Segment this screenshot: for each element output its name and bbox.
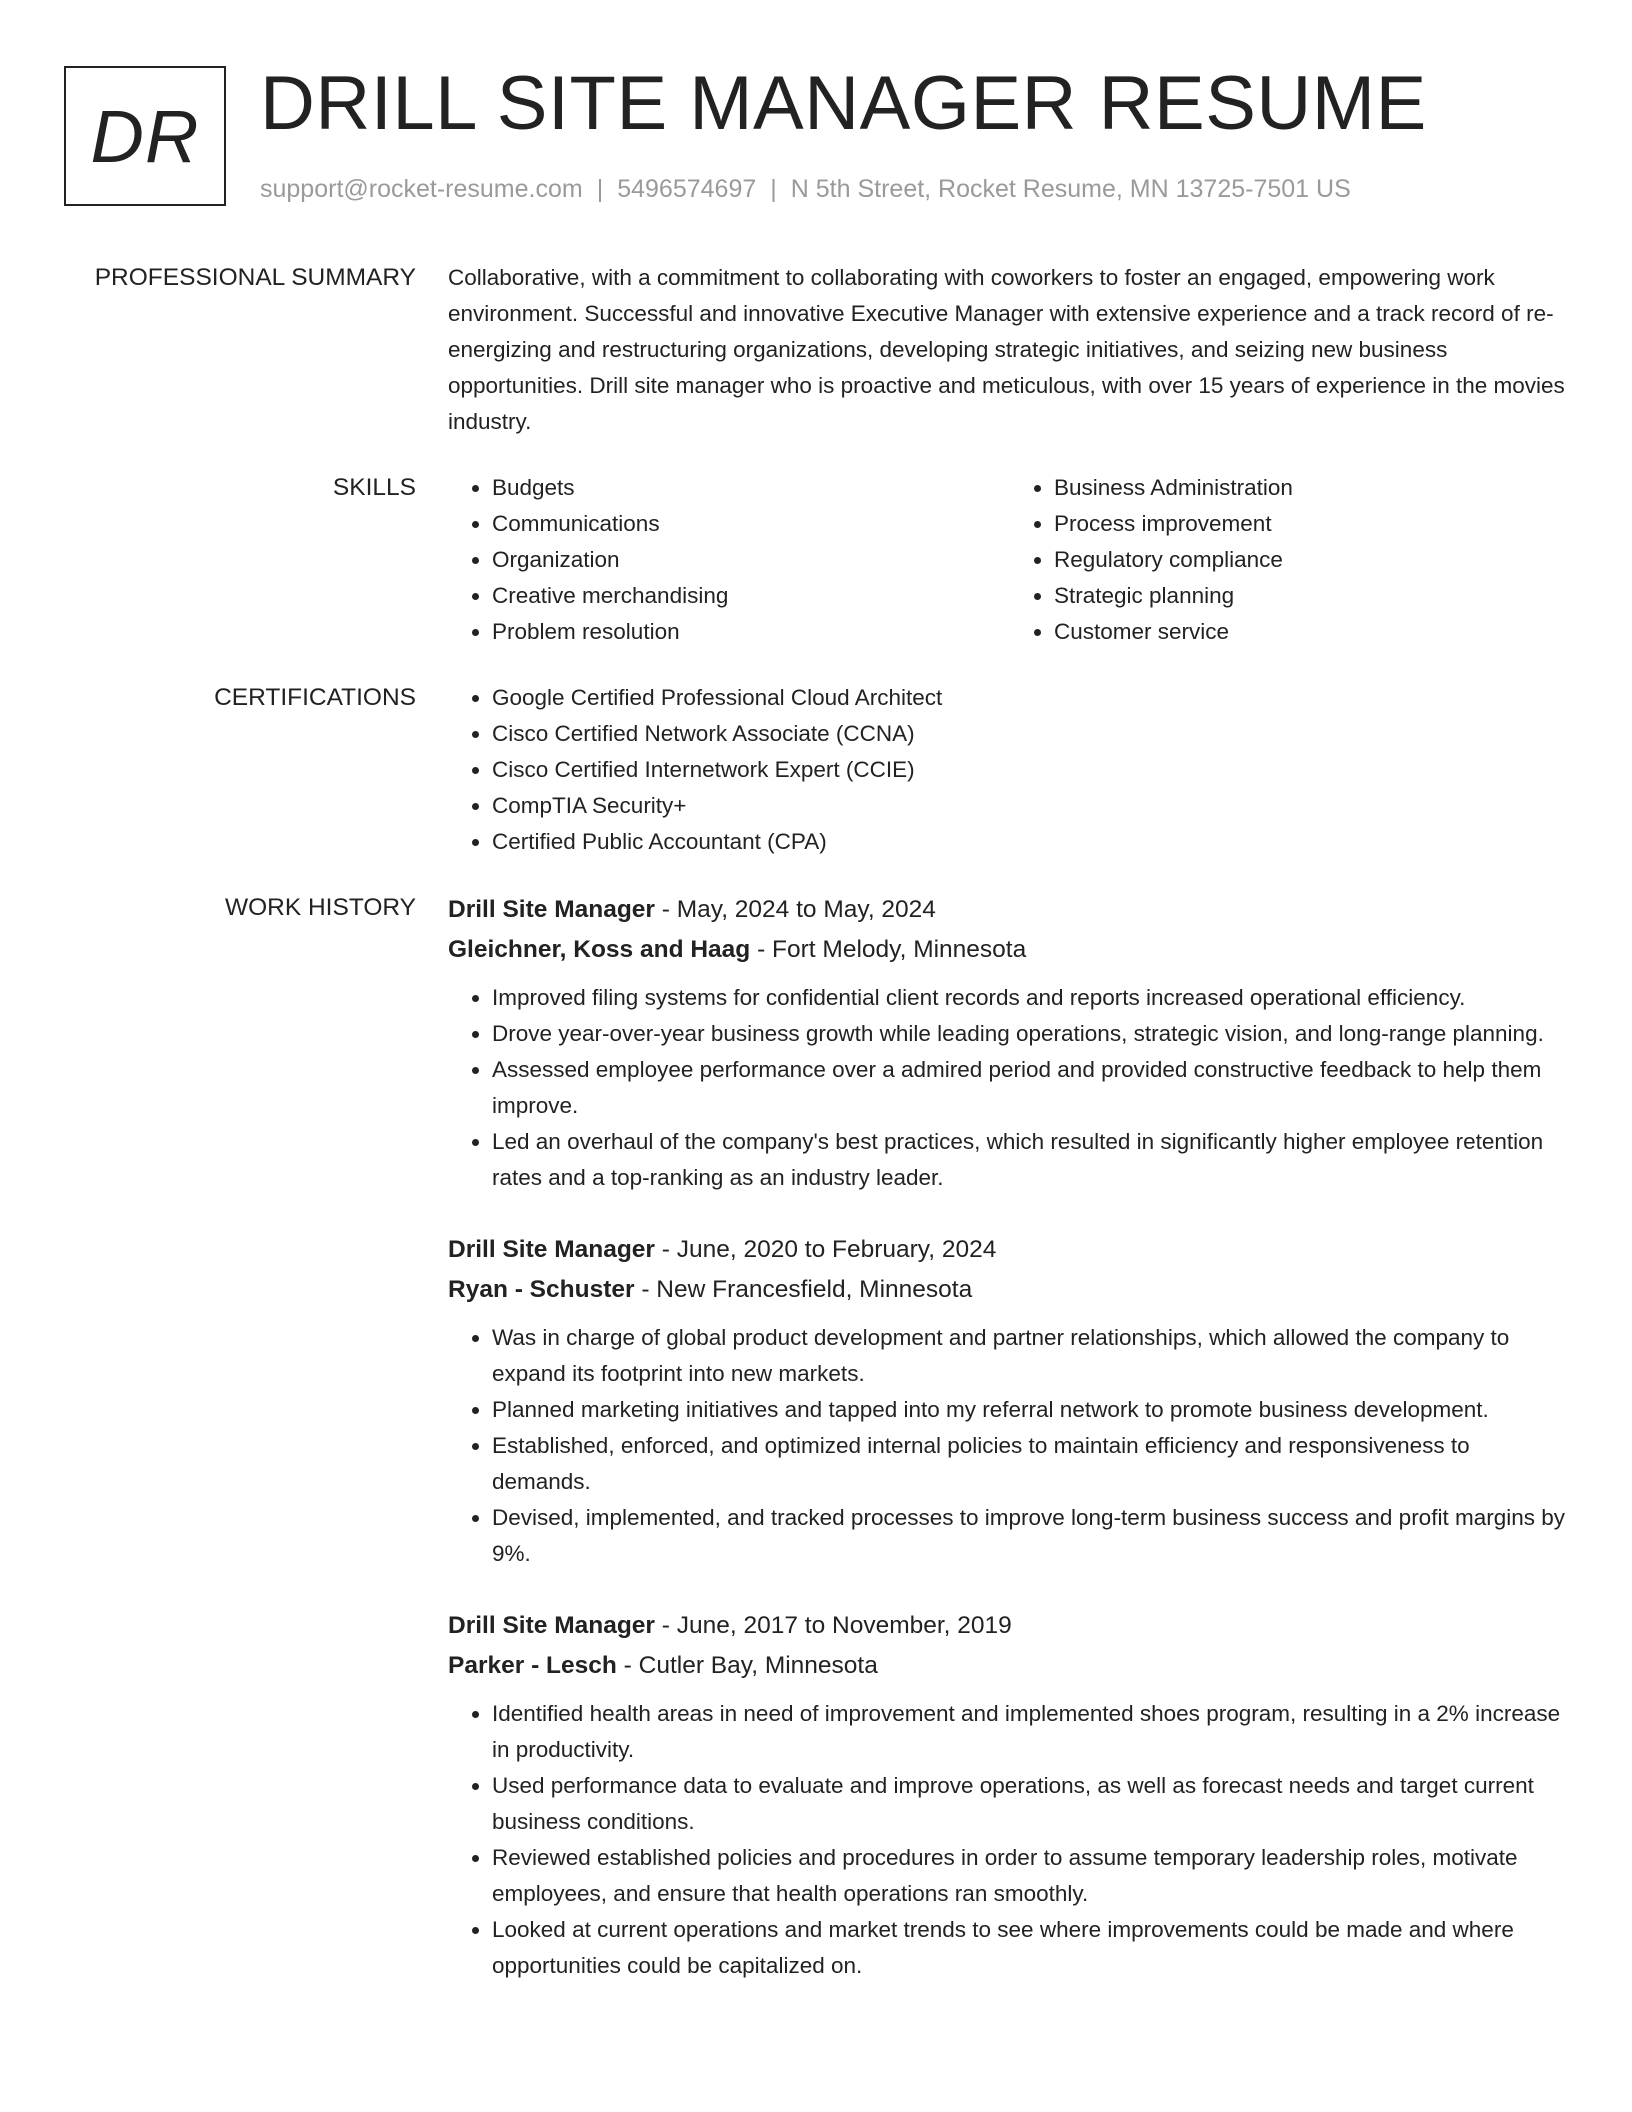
job-company: Gleichner, Koss and Haag — [448, 936, 751, 963]
skill-item: • Organization — [492, 542, 1010, 578]
skill-item: • Strategic planning — [1054, 578, 1572, 614]
monogram-box — [64, 66, 226, 206]
job-company: Parker - Lesch — [448, 1652, 617, 1679]
job-company-line — [448, 1646, 1572, 1686]
certifications-body — [448, 680, 1572, 860]
job-location: - Fort Melody, Minnesota — [750, 936, 1027, 963]
job-bullet: • Led an overhaul of the company's best practices, which resulted in significantly higher employee retention rates and a top-ranking as an industry leader. — [492, 1124, 1572, 1196]
job-bullet: • Devised, implemented, and tracked processes to improve long-term business success and profit margins by 9%. — [492, 1500, 1572, 1572]
job-dates: - June, 2017 to November, 2019 — [654, 1612, 1012, 1639]
job-company-line — [448, 1270, 1572, 1310]
certifications-heading: CERTIFICATIONS — [214, 684, 416, 711]
job-title-line — [448, 1606, 1572, 1646]
certification-item: • Cisco Certified Internetwork Expert (CCIE) — [492, 752, 1572, 788]
certification-item: • Certified Public Accountant (CPA) — [492, 824, 1572, 860]
contact-phone[interactable]: 5496574697 — [617, 175, 757, 203]
job-title-line — [448, 1230, 1572, 1270]
job-role: Drill Site Manager — [448, 1612, 655, 1639]
job-location: - New Francesfield, Minnesota — [634, 1276, 973, 1303]
job-bullet: • Was in charge of global product development and partner relationships, which allowed the company to expand its footprint into new markets. — [492, 1320, 1572, 1392]
contact-separator: | — [770, 175, 777, 203]
skill-item: • Budgets — [492, 470, 1010, 506]
skill-item: • Process improvement — [1054, 506, 1572, 542]
skill-item: • Business Administration — [1054, 470, 1572, 506]
job-company-line — [448, 930, 1572, 970]
certification-item: • CompTIA Security+ — [492, 788, 1572, 824]
job-dates: - June, 2020 to February, 2024 — [654, 1236, 997, 1263]
job-bullet: • Improved filing systems for confidential client records and reports increased operational efficiency. — [492, 980, 1572, 1016]
job-bullet: • Planned marketing initiatives and tapped into my referral network to promote business development. — [492, 1392, 1572, 1428]
job-entry — [448, 1606, 1572, 1984]
job-title-line — [448, 890, 1572, 930]
skill-item: • Creative merchandising — [492, 578, 1010, 614]
certification-item: • Google Certified Professional Cloud Architect — [492, 680, 1572, 716]
summary-text: Collaborative, with a commitment to collaborating with coworkers to foster an engaged, empowering work environment. Successful and innovative Executive Manager with extensive experience and a track record of re-energizing and restructuring organizations, developing strategic initiatives, and seizing new business opportunities. Drill site manager who is proactive and meticulous, with over 15 years of experience in the movies industry. — [448, 265, 1565, 434]
contact-line — [260, 172, 1351, 206]
summary-body — [448, 260, 1572, 440]
job-entry — [448, 890, 1572, 1196]
job-role: Drill Site Manager — [448, 896, 655, 923]
skills-section — [0, 470, 1632, 650]
certifications-section — [0, 680, 1632, 860]
job-entry — [448, 1230, 1572, 1572]
job-dates: - May, 2024 to May, 2024 — [654, 896, 936, 923]
skills-list-left — [448, 470, 1010, 650]
job-bullet: • Used performance data to evaluate and improve operations, as well as forecast needs and target current business conditions. — [492, 1768, 1572, 1840]
job-bullet: • Established, enforced, and optimized internal policies to maintain efficiency and responsiveness to demands. — [492, 1428, 1572, 1500]
job-bullet: • Reviewed established policies and procedures in order to assume temporary leadership roles, motivate employees, and ensure that health operations ran smoothly. — [492, 1840, 1572, 1912]
certifications-list — [448, 680, 1572, 860]
job-bullets — [448, 1320, 1572, 1572]
summary-heading: PROFESSIONAL SUMMARY — [94, 264, 416, 291]
contact-address: N 5th Street, Rocket Resume, MN 13725-7501 US — [790, 175, 1351, 203]
contact-separator: | — [596, 175, 604, 203]
skill-item: • Problem resolution — [492, 614, 1010, 650]
work-history-heading: WORK HISTORY — [224, 894, 416, 921]
resume-sections — [0, 260, 1632, 2048]
skill-item: • Customer service — [1054, 614, 1572, 650]
job-role: Drill Site Manager — [448, 1236, 655, 1263]
job-bullet: • Identified health areas in need of improvement and implemented shoes program, resulting in a 2% increase in productivity. — [492, 1696, 1572, 1768]
skills-body — [448, 470, 1572, 650]
resume-title: DRILL SITE MANAGER RESUME — [260, 61, 1427, 146]
monogram-initials: DR — [90, 94, 200, 178]
job-bullet: • Drove year-over-year business growth while leading operations, strategic vision, and long-range planning. — [492, 1016, 1572, 1052]
skills-list-right — [1010, 470, 1572, 650]
job-bullet: • Looked at current operations and market trends to see where improvements could be made and where opportunities could be capitalized on. — [492, 1912, 1572, 1984]
job-bullets — [448, 1696, 1572, 1984]
certification-item: • Cisco Certified Network Associate (CCNA) — [492, 716, 1572, 752]
job-bullets — [448, 980, 1572, 1196]
skill-item: • Regulatory compliance — [1054, 542, 1572, 578]
contact-email[interactable]: support@rocket-resume.com — [260, 175, 583, 203]
summary-section — [0, 260, 1632, 440]
work-history-body — [448, 890, 1572, 2018]
job-company: Ryan - Schuster — [448, 1276, 635, 1303]
job-bullet: • Assessed employee performance over a admired period and provided constructive feedback to help them improve. — [492, 1052, 1572, 1124]
work-history-section — [0, 890, 1632, 2018]
job-location: - Cutler Bay, Minnesota — [616, 1652, 878, 1679]
skills-heading: SKILLS — [332, 474, 416, 501]
skill-item: • Communications — [492, 506, 1010, 542]
